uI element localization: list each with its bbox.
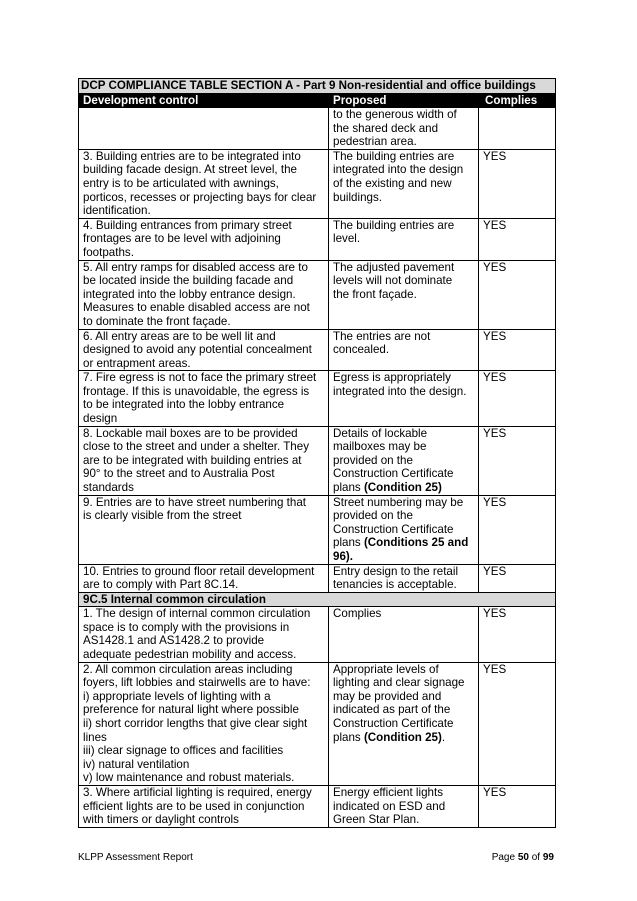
proposed-cell [329, 149, 479, 218]
table-title: DCP COMPLIANCE TABLE SECTION A - Part 9 Non-residential and office buildings [79, 79, 556, 94]
complies-cell: YES [479, 786, 556, 828]
proposed-text-line: level. [333, 232, 361, 246]
control-text-line: 3. Where artificial lighting is required, energy [83, 786, 312, 799]
proposed-text-line: tenancies is acceptable. [333, 578, 457, 592]
proposed-text-line: integrated into the design. [333, 384, 467, 398]
control-text-line: are to be integrated with building entries at [83, 453, 302, 467]
proposed-text-line: Egress is appropriately [333, 371, 451, 385]
control-text-line: designed to avoid any potential concealment [83, 343, 312, 357]
page-of: of [528, 852, 543, 863]
control-text-line: space is to comply with the provisions in [83, 620, 290, 634]
complies-cell: YES [479, 371, 556, 426]
control-text-line: adequate pedestrian mobility and access. [83, 648, 297, 662]
control-text-line: is clearly visible from the street [83, 509, 242, 523]
control-text-line: preference for natural light where possible [83, 703, 299, 717]
proposed-text-line: The building entries are [333, 149, 455, 163]
proposed-text-line: to the generous width of [333, 108, 457, 121]
control-text-line: entry is to be articulated with awnings, [83, 176, 279, 190]
control-cell [79, 495, 329, 564]
proposed-cell [329, 495, 479, 564]
proposed-text-line: of the existing and new [333, 176, 452, 190]
table-row [79, 108, 556, 150]
section-heading-row [79, 592, 556, 607]
proposed-text-line: Construction Certificate [333, 467, 454, 481]
header-complies: Complies [479, 94, 556, 108]
proposed-text-line: provided on the [333, 509, 413, 523]
control-text-line: AS1428.1 and AS1428.2 to provide [83, 634, 265, 648]
proposed-text-line: the front façade. [333, 287, 417, 301]
proposed-text-line: The entries are not [333, 329, 431, 343]
table-row [79, 329, 556, 371]
complies-cell: YES [479, 149, 556, 218]
table-row [79, 149, 556, 218]
proposed-text-line: 96). [333, 550, 353, 563]
proposed-text-line: Entry design to the retail [333, 564, 459, 578]
control-text-line: v) low maintenance and robust materials. [83, 771, 295, 785]
control-cell [79, 149, 329, 218]
table-row [79, 371, 556, 426]
proposed-cell [329, 426, 479, 495]
header-proposed: Proposed [329, 94, 479, 108]
proposed-text-line: mailboxes may be [333, 440, 427, 454]
proposed-text-line: Appropriate levels of [333, 662, 439, 676]
control-text-line: with timers or daylight controls [83, 813, 239, 827]
page-current: 50 [517, 852, 529, 863]
proposed-text-line: Energy efficient lights [333, 786, 443, 799]
control-cell [79, 260, 329, 329]
table-row [79, 260, 556, 329]
control-text-line: iv) natural ventilation [83, 757, 190, 771]
proposed-text-line: pedestrian area. [333, 135, 417, 149]
control-text-line: porticos, recesses or projecting bays for clear [83, 190, 317, 204]
control-text-line: be located inside the building facade and [83, 274, 294, 288]
proposed-text-line: Details of lockable [333, 426, 428, 440]
control-text-line: integrated into the lobby entrance design. [83, 287, 296, 301]
proposed-text-line: provided on the [333, 453, 413, 467]
proposed-text-line: plans (Condition 25). [333, 730, 446, 744]
complies-cell: YES [479, 218, 556, 260]
proposed-text-line: lighting and clear signage [333, 676, 465, 690]
proposed-text-line: Construction Certificate [333, 522, 454, 536]
control-text-line: footpaths. [83, 245, 134, 259]
proposed-text-line: The building entries are [333, 218, 455, 232]
table-row [79, 495, 556, 564]
control-text-line: 5. All entry ramps for disabled access are to [83, 260, 308, 274]
control-text-line: efficient lights are to be used in conjunction [83, 799, 305, 813]
control-text-line: identification. [83, 204, 151, 218]
proposed-text-line: indicated on ESD and [333, 799, 446, 813]
control-text-line: to be integrated into the lobby entrance [83, 398, 285, 412]
control-text-line: i) appropriate levels of lighting with a [83, 689, 271, 703]
control-text-line: frontage. If this is unavoidable, the egress is [83, 384, 310, 398]
control-text-line: 7. Fire egress is not to face the primary street [83, 371, 317, 385]
control-text-line: 90° to the street and to Australia Post [83, 467, 275, 481]
control-text-line: 1. The design of internal common circulation [83, 607, 311, 621]
complies-cell: YES [479, 607, 556, 662]
complies-cell: YES [479, 495, 556, 564]
control-text-line: standards [83, 481, 134, 495]
proposed-cell [329, 329, 479, 371]
control-cell [79, 607, 329, 662]
proposed-text-line: Complies [333, 607, 382, 621]
control-text-line: 9. Entries are to have street numbering that [83, 495, 306, 509]
section-heading: 9C.5 Internal common circulation [79, 592, 556, 607]
control-text-line: to dominate the front façade. [83, 314, 231, 328]
footer-page-number [492, 852, 554, 863]
control-cell [79, 662, 329, 785]
control-text-line: iii) clear signage to offices and facilities [83, 744, 284, 758]
table-header-row [79, 94, 556, 108]
control-text-line: 4. Building entrances from primary street [83, 218, 292, 232]
proposed-cell [329, 371, 479, 426]
control-text-line: ii) short corridor lengths that give clear sight [83, 717, 308, 731]
control-cell [79, 564, 329, 592]
control-text-line: building facade design. At street level, the [83, 163, 297, 177]
proposed-text-line: integrated into the design [333, 163, 464, 177]
control-text-line: design [83, 412, 118, 426]
complies-cell: YES [479, 662, 556, 785]
page-total: 99 [542, 852, 554, 863]
table-body [79, 108, 556, 828]
control-text-line: 2. All common circulation areas including [83, 662, 293, 676]
table-row [79, 607, 556, 662]
table-row [79, 426, 556, 495]
proposed-text-line: levels will not dominate [333, 274, 453, 288]
control-cell [79, 371, 329, 426]
control-text-line: close to the street and under a shelter. They [83, 440, 310, 454]
proposed-text-line: Green Star Plan. [333, 813, 420, 827]
proposed-text-line: Construction Certificate [333, 717, 454, 731]
proposed-text-line: plans (Conditions 25 and [333, 536, 469, 550]
control-text-line: Measures to enable disabled access are not [83, 301, 310, 315]
control-cell [79, 108, 329, 150]
complies-cell: YES [479, 329, 556, 371]
proposed-cell [329, 108, 479, 150]
proposed-text-line: buildings. [333, 190, 382, 204]
control-text-line: are to comply with Part 8C.14. [83, 578, 239, 592]
control-cell [79, 329, 329, 371]
page-prefix: Page [491, 852, 518, 863]
complies-cell: YES [479, 564, 556, 592]
complies-cell: YES [479, 260, 556, 329]
proposed-text-line: indicated as part of the [333, 703, 451, 717]
proposed-cell [329, 260, 479, 329]
control-text-line: 10. Entries to ground floor retail development [83, 564, 315, 578]
table-row [79, 564, 556, 592]
complies-cell: YES [479, 426, 556, 495]
control-text-line: frontages are to be level with adjoining [83, 232, 281, 246]
table-row [79, 218, 556, 260]
table-row [79, 662, 556, 785]
proposed-text-line: may be provided and [333, 689, 442, 703]
control-cell [79, 426, 329, 495]
control-cell [79, 218, 329, 260]
table-row [79, 786, 556, 828]
control-cell [79, 786, 329, 828]
footer-report-name: KLPP Assessment Report [78, 852, 193, 863]
proposed-text-line: The adjusted pavement [333, 260, 455, 274]
proposed-cell [329, 218, 479, 260]
header-development-control: Development control [79, 94, 329, 108]
proposed-cell [329, 662, 479, 785]
proposed-cell [329, 786, 479, 828]
proposed-cell [329, 564, 479, 592]
proposed-cell [329, 607, 479, 662]
proposed-text-line: concealed. [333, 343, 390, 357]
control-text-line: foyers, lift lobbies and stairwells are to have: [83, 676, 311, 690]
control-text-line: lines [83, 730, 107, 744]
control-text-line: or entrapment areas. [83, 356, 191, 370]
proposed-text-line: plans (Condition 25) [333, 481, 442, 495]
control-text-line: 3. Building entries are to be integrated into [83, 149, 301, 163]
table-title-row [79, 79, 556, 94]
control-text-line: 8. Lockable mail boxes are to be provided [83, 426, 298, 440]
proposed-text-line: Street numbering may be [333, 495, 464, 509]
control-text-line: 6. All entry areas are to be well lit and [83, 329, 276, 343]
complies-cell [479, 108, 556, 150]
dcp-compliance-table [78, 78, 556, 828]
proposed-text-line: the shared deck and [333, 121, 439, 135]
